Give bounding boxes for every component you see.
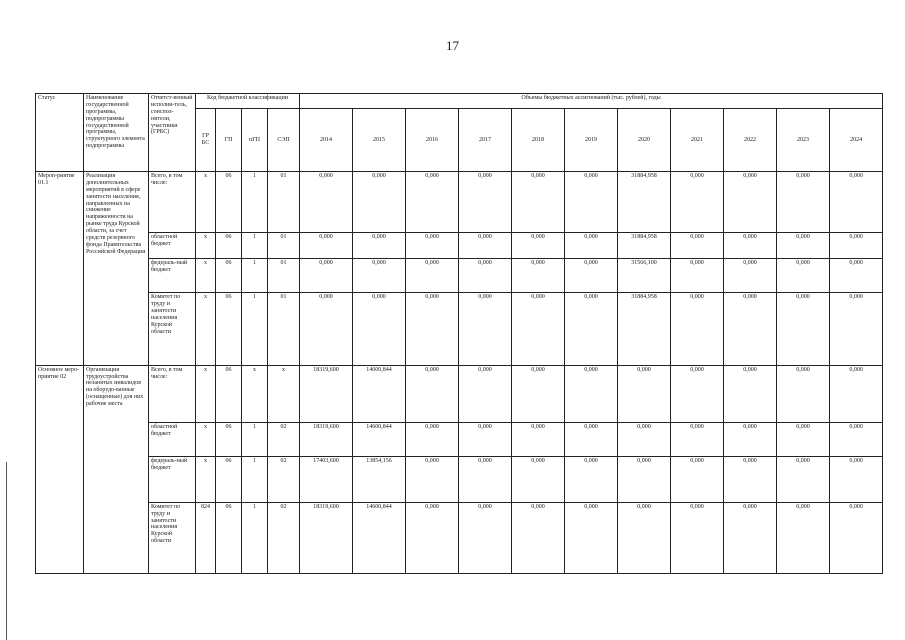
row-value: 0,000: [671, 365, 724, 423]
row-value: 0,000: [724, 293, 777, 365]
row-value: 0,000: [300, 293, 353, 365]
row-code: 06: [216, 232, 242, 258]
row-value: 0,000: [671, 232, 724, 258]
row-code: 1: [242, 258, 268, 293]
row-status: Основное меро-приятие 02: [36, 365, 84, 573]
row-value: 0,000: [459, 232, 512, 258]
row-value: 0,000: [459, 258, 512, 293]
table-row: [36, 456, 883, 502]
header-year: 2022: [724, 109, 777, 172]
row-value: 0,000: [671, 423, 724, 457]
row-value: 0,000: [512, 502, 565, 573]
header-volumes: Объемы бюджетных ассигнований (тыс. рублей), годы: [300, 94, 883, 109]
row-value: 0,000: [406, 456, 459, 502]
row-value: 14600,844: [353, 502, 406, 573]
row-value: 0,000: [724, 258, 777, 293]
row-value: 0,000: [777, 456, 830, 502]
row-value: 0,000: [565, 502, 618, 573]
row-code: 01: [268, 293, 300, 365]
row-value: 0,000: [830, 293, 883, 365]
row-code: 06: [216, 293, 242, 365]
row-value: 0,000: [777, 258, 830, 293]
row-code: 01: [268, 172, 300, 233]
row-code: 06: [216, 172, 242, 233]
row-value: 0,000: [830, 502, 883, 573]
row-value: 0,000: [565, 258, 618, 293]
header-row-1: [36, 94, 883, 109]
row-value: 0,000: [512, 423, 565, 457]
header-status: Статус: [36, 94, 84, 172]
row-code: 1: [242, 232, 268, 258]
row-value: 0,000: [724, 502, 777, 573]
row-value: 0,000: [565, 456, 618, 502]
row-value: 0,000: [671, 172, 724, 233]
row-code: 06: [216, 502, 242, 573]
row-value: 0,000: [459, 502, 512, 573]
row-value: 0,000: [830, 232, 883, 258]
row-value: 0,000: [830, 172, 883, 233]
row-code: x: [268, 365, 300, 423]
header-responsible: Ответст-венный исполни-тель, соиспол-нители, участники (ГРБС): [149, 94, 196, 172]
row-value: 0,000: [777, 365, 830, 423]
row-responsible: Всего, в том числе:: [149, 365, 196, 423]
row-value: 18319,600: [300, 365, 353, 423]
header-year: 2019: [565, 109, 618, 172]
row-value: 0,000: [353, 258, 406, 293]
row-value: 0,000: [565, 293, 618, 365]
header-code-col: пГП: [242, 109, 268, 172]
row-value: 0,000: [777, 232, 830, 258]
row-value: 18319,600: [300, 423, 353, 457]
header-year: 2021: [671, 109, 724, 172]
table-row: [36, 293, 883, 365]
row-value: 0,000: [459, 423, 512, 457]
row-code: x: [196, 172, 216, 233]
row-code: 824: [196, 502, 216, 573]
row-value: 0,000: [777, 293, 830, 365]
row-value: 0,000: [512, 456, 565, 502]
row-code: 02: [268, 456, 300, 502]
row-value: 0,000: [830, 423, 883, 457]
row-code: 06: [216, 258, 242, 293]
header-year: 2015: [353, 109, 406, 172]
row-value: 0,000: [777, 502, 830, 573]
row-value: 0,000: [406, 423, 459, 457]
row-value: 0,000: [512, 365, 565, 423]
row-code: x: [196, 365, 216, 423]
row-value: 0,000: [777, 423, 830, 457]
row-value: 0,000: [406, 232, 459, 258]
row-value: 0,000: [565, 172, 618, 233]
row-value: 0,000: [300, 172, 353, 233]
row-value: 0,000: [724, 423, 777, 457]
row-value: 0,000: [565, 423, 618, 457]
row-code: 02: [268, 502, 300, 573]
row-code: x: [196, 258, 216, 293]
header-year: 2014: [300, 109, 353, 172]
page-number: 17: [446, 38, 459, 53]
row-value: 0,000: [300, 258, 353, 293]
row-responsible: областной бюджет: [149, 232, 196, 258]
row-responsible: Комитет по труду и занятости населения Курской области: [149, 502, 196, 573]
row-value: 0,000: [406, 293, 459, 365]
row-code: x: [196, 232, 216, 258]
row-value: 13854,156: [353, 456, 406, 502]
header-budget-code: Код бюджетной классификации: [196, 94, 300, 109]
row-value: 0,000: [618, 365, 671, 423]
row-code: x: [196, 293, 216, 365]
row-responsible: федераль-ный бюджет: [149, 456, 196, 502]
row-value: 0,000: [406, 502, 459, 573]
table-body: [36, 172, 883, 574]
header-year: 2020: [618, 109, 671, 172]
row-value: 0,000: [830, 365, 883, 423]
table-row: [36, 502, 883, 573]
row-value: 0,000: [671, 456, 724, 502]
table-row: [36, 365, 883, 423]
row-value: 0,000: [618, 502, 671, 573]
row-value: 31884,958: [618, 293, 671, 365]
row-code: 06: [216, 456, 242, 502]
header-year: 2023: [777, 109, 830, 172]
row-code: 1: [242, 172, 268, 233]
row-value: 0,000: [618, 456, 671, 502]
row-name: Реализация дополнительных мероприятий в сфере занятости населения, направленных на снижение напряженности на рынке труда Курской области, за счет средств резервного фонда Правительства Российской Федерации: [84, 172, 149, 366]
row-responsible: областной бюджет: [149, 423, 196, 457]
row-value: 0,000: [459, 456, 512, 502]
row-code: x: [196, 423, 216, 457]
row-value: 0,000: [459, 293, 512, 365]
row-value: 0,000: [512, 232, 565, 258]
header-year: 2024: [830, 109, 883, 172]
row-code: x: [196, 456, 216, 502]
row-value: 14600,844: [353, 423, 406, 457]
table-row: [36, 172, 883, 233]
row-value: 0,000: [724, 232, 777, 258]
header-name: Наименование государственной программы, подпрограммы государственной программы, структурного элемента подпрограммы: [84, 94, 149, 172]
header-code-col: СЭП: [268, 109, 300, 172]
row-code: 02: [268, 423, 300, 457]
row-value: 0,000: [512, 293, 565, 365]
row-value: 0,000: [830, 258, 883, 293]
row-value: 0,000: [353, 293, 406, 365]
row-value: 0,000: [512, 172, 565, 233]
row-code: 06: [216, 423, 242, 457]
row-code: 1: [242, 502, 268, 573]
row-value: 31884,958: [618, 232, 671, 258]
row-value: 0,000: [671, 502, 724, 573]
row-value: 31566,100: [618, 258, 671, 293]
row-name: Организация трудоустройства незанятых инвалидов на оборудо-ванные (оснащенные) для них рабочие места: [84, 365, 149, 573]
budget-table: [35, 93, 883, 574]
row-responsible: Всего, в том числе:: [149, 172, 196, 233]
row-value: 31884,958: [618, 172, 671, 233]
header-year: 2016: [406, 109, 459, 172]
header-year: 2018: [512, 109, 565, 172]
header-code-col: ГП: [216, 109, 242, 172]
row-value: 0,000: [724, 172, 777, 233]
table-row: [36, 423, 883, 457]
row-value: 17403,600: [300, 456, 353, 502]
row-value: 0,000: [353, 172, 406, 233]
row-code: 1: [242, 293, 268, 365]
row-code: 1: [242, 423, 268, 457]
row-value: 0,000: [353, 232, 406, 258]
row-value: 18319,600: [300, 502, 353, 573]
row-value: 0,000: [618, 423, 671, 457]
table-row: [36, 258, 883, 293]
row-status: Мероп-риятие 01.1: [36, 172, 84, 366]
row-value: 0,000: [459, 365, 512, 423]
header-year: 2017: [459, 109, 512, 172]
row-value: 0,000: [300, 232, 353, 258]
row-value: 0,000: [724, 456, 777, 502]
row-code: 06: [216, 365, 242, 423]
row-code: 1: [242, 456, 268, 502]
row-value: 0,000: [671, 258, 724, 293]
row-value: 14600,844: [353, 365, 406, 423]
row-code: 01: [268, 258, 300, 293]
header-code-col: ГР БС: [196, 109, 216, 172]
row-responsible: Комитет по труду и занятости населения Курской области: [149, 293, 196, 365]
table-row: [36, 232, 883, 258]
row-code: 01: [268, 232, 300, 258]
row-value: 0,000: [565, 365, 618, 423]
row-value: 0,000: [406, 258, 459, 293]
row-value: 0,000: [406, 365, 459, 423]
row-value: 0,000: [724, 365, 777, 423]
row-value: 0,000: [565, 232, 618, 258]
row-code: x: [242, 365, 268, 423]
row-value: 0,000: [406, 172, 459, 233]
row-value: 0,000: [512, 258, 565, 293]
row-value: 0,000: [777, 172, 830, 233]
row-value: 0,000: [671, 293, 724, 365]
scan-edge-line: [6, 462, 7, 640]
row-value: 0,000: [830, 456, 883, 502]
row-responsible: федераль-ный бюджет: [149, 258, 196, 293]
row-value: 0,000: [459, 172, 512, 233]
